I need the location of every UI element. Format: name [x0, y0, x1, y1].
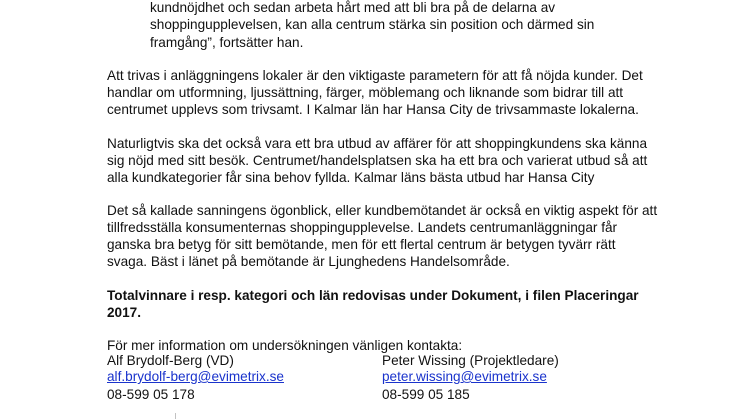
paragraph-line: alla kundkategorier får sina behov fyllda. Kalmar läns bästa utbud har Hansa City — [107, 170, 595, 185]
paragraph-line: tillfredsställa konsumenternas shoppingupplevelse. Landets centrumanläggningar får — [107, 220, 618, 235]
contact-phone: 08-599 05 178 — [107, 387, 195, 402]
quote-line: kundnöjdhet och sedan arbeta hårt med att bli bra på de delarna av — [150, 0, 556, 15]
cutoff-fragment — [175, 413, 184, 419]
paragraph-line: Det så kallade sanningens ögonblick, eller kundbemötandet är också en viktig aspekt för att — [107, 203, 658, 218]
paragraph-line: svaga. Bäst i länet på bemötande är Ljunghedens Handelsområde. — [107, 254, 510, 269]
contact-email-link[interactable]: alf.brydolf-berg@evimetrix.se — [107, 369, 284, 384]
quote-line: shoppingupplevelsen, kan alla centrum stärka sin position och därmed sin — [150, 17, 595, 32]
paragraph-line: Att trivas i anläggningens lokaler är den viktigaste parametern för att få nöjda kunder. Det — [107, 68, 643, 83]
contact-intro: För mer information om undersökningen vänligen kontakta: — [107, 338, 463, 353]
contact-phone: 08-599 05 185 — [382, 387, 470, 402]
paragraph-line: handlar om utformning, ljussättning, färger, möblemang och liknande som bidrar till att — [107, 85, 624, 100]
paragraph-line: centrumet upplevs som trivsamt. I Kalmar län har Hansa City de trivsammaste lokalerna. — [107, 102, 639, 117]
paragraph-line: ganska bra betyg för sitt bemötande, men för ett flertal centrum är betygen tyvärr rätt — [107, 237, 616, 252]
quote-line: framgång”, fortsätter han. — [150, 35, 304, 50]
contact-email-link[interactable]: peter.wissing@evimetrix.se — [382, 369, 547, 384]
winners-note-line: Totalvinnare i resp. kategori och län redovisas under Dokument, i filen Placeringar — [107, 288, 639, 303]
winners-note-line: 2017. — [107, 305, 142, 320]
contact-name: Peter Wissing (Projektledare) — [382, 353, 559, 368]
contact-name: Alf Brydolf-Berg (VD) — [107, 353, 234, 368]
paragraph-line: Naturligtvis ska det också vara ett bra utbud av affärer för att shoppingkundens ska känna — [107, 136, 648, 151]
paragraph-line: sig nöjd med sitt besök. Centrumet/handelsplatsen ska ha ett bra och varierat utbud så att — [107, 153, 648, 168]
